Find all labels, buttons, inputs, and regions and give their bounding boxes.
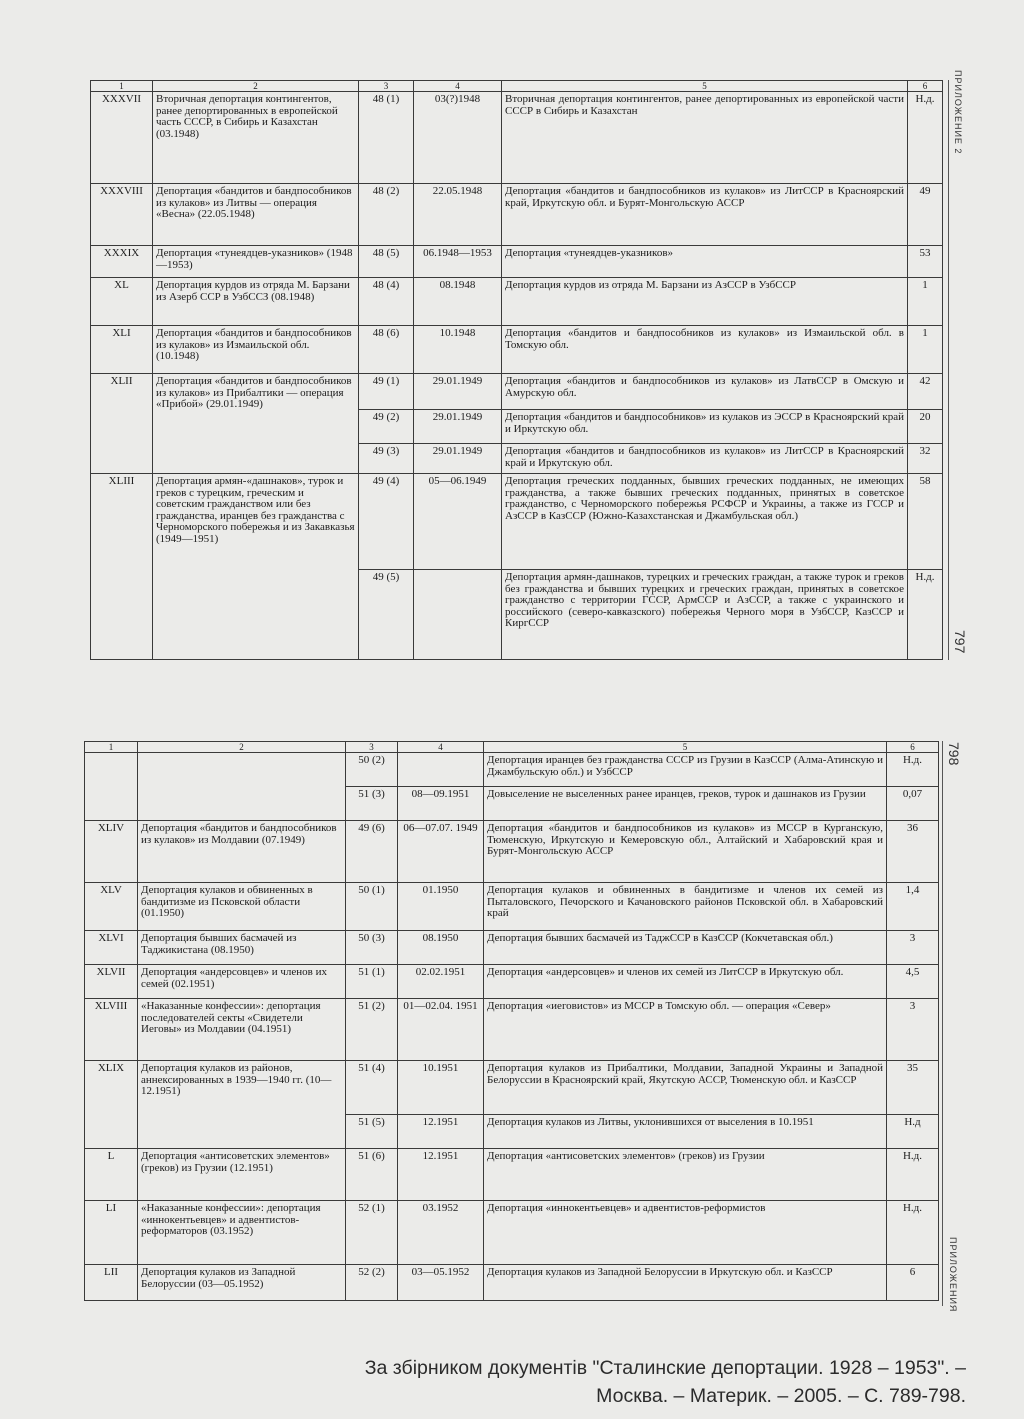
table-row <box>85 999 939 1061</box>
operation-code: 51 (5) <box>346 1115 398 1149</box>
operation-description: Депортация бывших басмачей из ТаджССР в КазССР (Кокчетавская обл.) <box>484 931 887 965</box>
column-header: 2 <box>138 742 346 753</box>
deported-count: 1 <box>908 278 943 326</box>
operation-code: 49 (2) <box>359 410 414 444</box>
operation-name: Депортация армян-«дашнаков», турок и греков с турецким, греческим и советским гражданством или без гражданства, иранцев без гражданства с Черноморского побережья и из Закавказья (1949—1951) <box>153 474 359 660</box>
operation-code: 49 (5) <box>359 570 414 660</box>
operation-description: Депортация «андерсовцев» и членов их семей из ЛитССР в Иркутскую обл. <box>484 965 887 999</box>
table-row <box>85 753 939 787</box>
roman-number: XLIX <box>85 1061 138 1149</box>
operation-code: 49 (4) <box>359 474 414 570</box>
operation-date: 22.05.1948 <box>414 184 502 246</box>
table-row <box>85 1061 939 1115</box>
roman-number: LI <box>85 1201 138 1265</box>
column-header: 2 <box>153 81 359 92</box>
operation-code: 51 (2) <box>346 999 398 1061</box>
roman-number: XLVIII <box>85 999 138 1061</box>
operation-code: 51 (6) <box>346 1149 398 1201</box>
deported-count: 1 <box>908 326 943 374</box>
operation-name: «Наказанные конфессии»: депортация последователей секты «Свидетели Иеговы» из Молдавии (04.1951) <box>138 999 346 1061</box>
operation-name: Депортация курдов из отряда М. Барзани из Азерб ССР в УзбССЗ (08.1948) <box>153 278 359 326</box>
operation-description: Депортация «тунеядцев-указников» <box>502 246 908 278</box>
operation-name: Депортация «бандитов и бандпособников из кулаков» из Литвы — операция «Весна» (22.05.1948) <box>153 184 359 246</box>
deported-count: Н.д. <box>908 92 943 184</box>
deported-count: 3 <box>887 931 939 965</box>
operation-description: Депортация кулаков из Литвы, уклонившихся от выселения в 10.1951 <box>484 1115 887 1149</box>
operation-name: Депортация кулаков из Западной Белоруссии (03—05.1952) <box>138 1265 346 1301</box>
operation-date <box>414 570 502 660</box>
operation-description: Депортация кулаков и обвиненных в бандитизме и членов их семей из Пыталовского, Печорского и Качановского районов Псковской обл. в Хабаровский край <box>484 883 887 931</box>
roman-number: XXXIX <box>91 246 153 278</box>
operation-description: Депортация «антисоветских элементов» (греков) из Грузии <box>484 1149 887 1201</box>
appendix-side-label: ПРИЛОЖЕНИЕ 2 <box>953 70 963 155</box>
roman-number: XLV <box>85 883 138 931</box>
operation-date: 03.1952 <box>398 1201 484 1265</box>
deportation-table-page-798 <box>84 741 939 1301</box>
operation-code: 51 (1) <box>346 965 398 999</box>
deported-count: Н.д. <box>887 1201 939 1265</box>
operation-description: Депортация кулаков из Прибалтики, Молдавии, Западной Украины и Западной Белоруссии в Красноярский край, Якутскую АССР, Тюменскую обл. и КазССР <box>484 1061 887 1115</box>
operation-date: 08—09.1951 <box>398 787 484 821</box>
operation-name: «Наказанные конфессии»: депортация «иннокентьевцев» и адвентистов-реформаторов (03.1952) <box>138 1201 346 1265</box>
operation-date <box>398 753 484 787</box>
operation-code: 50 (2) <box>346 753 398 787</box>
operation-description: Депортация «бандитов и бандпособников» из кулаков из ЭССР в Красноярский край и Иркутскую обл. <box>502 410 908 444</box>
deported-count: Н.д. <box>887 753 939 787</box>
margin-rule <box>942 741 943 1306</box>
table-header-row <box>91 81 943 92</box>
operation-description: Депортация «бандитов и бандпособников из кулаков» из МССР в Курганскую, Тюменскую, Иркутскую и Кемеровскую обл., Алтайский и Хабаровский края и Бурят-Монгольскую АССР <box>484 821 887 883</box>
roman-number: XLVII <box>85 965 138 999</box>
table-row <box>91 374 943 410</box>
operation-name: Депортация «бандитов и бандпособников из кулаков» из Измаильской обл. (10.1948) <box>153 326 359 374</box>
column-header: 1 <box>91 81 153 92</box>
roman-number: XLIII <box>91 474 153 660</box>
operation-date: 29.01.1949 <box>414 374 502 410</box>
source-caption-line-2: Москва. – Материк. – 2005. – С. 789-798. <box>596 1385 966 1407</box>
roman-number <box>85 753 138 821</box>
page-number: 797 <box>952 630 968 654</box>
operation-code: 52 (1) <box>346 1201 398 1265</box>
column-header: 4 <box>398 742 484 753</box>
roman-number: XXXVIII <box>91 184 153 246</box>
table-row <box>85 1201 939 1265</box>
roman-number: XLVI <box>85 931 138 965</box>
operation-date: 02.02.1951 <box>398 965 484 999</box>
column-header: 3 <box>346 742 398 753</box>
operation-code: 52 (2) <box>346 1265 398 1301</box>
operation-code: 48 (5) <box>359 246 414 278</box>
operation-code: 50 (1) <box>346 883 398 931</box>
table-row <box>85 1265 939 1301</box>
operation-date: 12.1951 <box>398 1149 484 1201</box>
deported-count: 35 <box>887 1061 939 1115</box>
table-row <box>85 965 939 999</box>
operation-date: 08.1950 <box>398 931 484 965</box>
operation-date: 29.01.1949 <box>414 444 502 474</box>
operation-name: Вторичная депортация контингентов, ранее депортированных в европейской часть СССР, в Сибирь и Казахстан (03.1948) <box>153 92 359 184</box>
operation-date: 12.1951 <box>398 1115 484 1149</box>
deported-count: 6 <box>887 1265 939 1301</box>
column-header: 6 <box>908 81 943 92</box>
operation-name: Депортация «бандитов и бандпособников из кулаков» из Молдавии (07.1949) <box>138 821 346 883</box>
appendix-side-label: ПРИЛОЖЕНИЯ <box>948 1237 958 1313</box>
operation-date: 10.1948 <box>414 326 502 374</box>
column-header: 5 <box>502 81 908 92</box>
margin-rule <box>948 80 949 660</box>
operation-name: Депортация бывших басмачей из Таджикистана (08.1950) <box>138 931 346 965</box>
deported-count: 53 <box>908 246 943 278</box>
operation-description: Депортация курдов из отряда М. Барзани из АзССР в УзбССР <box>502 278 908 326</box>
roman-number: XLIV <box>85 821 138 883</box>
table-row <box>85 1149 939 1201</box>
operation-description: Депортация кулаков из Западной Белоруссии в Иркутскую обл. и КазССР <box>484 1265 887 1301</box>
operation-description: Депортация «бандитов и бандпособников из кулаков» из ЛитССР в Красноярский край, Иркутскую обл. и Бурят-Монгольскую АССР <box>502 184 908 246</box>
operation-description: Вторичная депортация контингентов, ранее депортированных из европейской части СССР в Сибирь и Казахстан <box>502 92 908 184</box>
operation-code: 48 (2) <box>359 184 414 246</box>
table-row <box>91 246 943 278</box>
deported-count: 36 <box>887 821 939 883</box>
operation-code: 49 (3) <box>359 444 414 474</box>
operation-code: 51 (3) <box>346 787 398 821</box>
deported-count: 4,5 <box>887 965 939 999</box>
operation-date: 03(?)1948 <box>414 92 502 184</box>
operation-date: 08.1948 <box>414 278 502 326</box>
table-row <box>85 883 939 931</box>
operation-description: Депортация «иеговистов» из МССР в Томскую обл. — операция «Север» <box>484 999 887 1061</box>
page-number: 798 <box>946 742 962 766</box>
operation-name: Депортация «бандитов и бандпособников из кулаков» из Прибалтики — операция «Прибой» (29.01.1949) <box>153 374 359 474</box>
table-row <box>85 821 939 883</box>
operation-date: 01.1950 <box>398 883 484 931</box>
operation-description: Довыселение не выселенных ранее иранцев, греков, турок и дашнаков из Грузии <box>484 787 887 821</box>
operation-description: Депортация «бандитов и бандпособников из кулаков» из ЛатвССР в Омскую и Амурскую обл. <box>502 374 908 410</box>
deported-count: 1,4 <box>887 883 939 931</box>
roman-number: LII <box>85 1265 138 1301</box>
column-header: 3 <box>359 81 414 92</box>
deportation-table-page-797 <box>90 80 943 660</box>
column-header: 4 <box>414 81 502 92</box>
operation-date: 10.1951 <box>398 1061 484 1115</box>
table-row <box>91 326 943 374</box>
operation-description: Депортация «иннокентьевцев» и адвентистов-реформистов <box>484 1201 887 1265</box>
deported-count: 20 <box>908 410 943 444</box>
operation-date: 06—07.07. 1949 <box>398 821 484 883</box>
roman-number: XL <box>91 278 153 326</box>
table-row <box>85 931 939 965</box>
column-header: 6 <box>887 742 939 753</box>
roman-number: L <box>85 1149 138 1201</box>
operation-name <box>138 753 346 821</box>
operation-code: 50 (3) <box>346 931 398 965</box>
roman-number: XLII <box>91 374 153 474</box>
column-header: 5 <box>484 742 887 753</box>
operation-description: Депортация «бандитов и бандпособников из кулаков» из ЛитССР в Красноярский край и Иркутскую обл. <box>502 444 908 474</box>
deported-count: 49 <box>908 184 943 246</box>
operation-date: 29.01.1949 <box>414 410 502 444</box>
operation-name: Депортация кулаков и обвиненных в бандитизме из Псковской области (01.1950) <box>138 883 346 931</box>
operation-code: 48 (6) <box>359 326 414 374</box>
roman-number: XLI <box>91 326 153 374</box>
operation-name: Депортация «антисоветских элементов» (греков) из Грузии (12.1951) <box>138 1149 346 1201</box>
operation-code: 49 (1) <box>359 374 414 410</box>
operation-description: Депортация греческих подданных, бывших греческих подданных, не имеющих гражданства, а также бывших греческих подданных, принятых в советское гражданство, с Черноморского побережья РСФСР и Украины, а также из ГССР и АзССР в КазССР (Южно-Казахстанская и Джамбульская обл.) <box>502 474 908 570</box>
deported-count: 3 <box>887 999 939 1061</box>
table-header-row <box>85 742 939 753</box>
table-row <box>91 474 943 570</box>
operation-date: 03—05.1952 <box>398 1265 484 1301</box>
deported-count: 0,07 <box>887 787 939 821</box>
operation-date: 06.1948—1953 <box>414 246 502 278</box>
deported-count: Н.д. <box>887 1149 939 1201</box>
deported-count: Н.д. <box>908 570 943 660</box>
operation-code: 48 (1) <box>359 92 414 184</box>
table-row <box>91 184 943 246</box>
deported-count: 32 <box>908 444 943 474</box>
deported-count: 42 <box>908 374 943 410</box>
roman-number: XXXVII <box>91 92 153 184</box>
operation-description: Депортация иранцев без гражданства СССР из Грузии в КазССР (Алма-Атинскую и Джамбульскую обл.) и УзбССР <box>484 753 887 787</box>
operation-description: Депортация армян-дашнаков, турецких и греческих граждан, а также турок и греков без гражданства и бывших турецких и греческих граждан, принятых в советское гражданство с территории ГССР, АрмССР и АзССР, а также с украинского и российского (северо-кавказского) побережья Черного моря в УзбССР, КазССР и КиргССР <box>502 570 908 660</box>
operation-name: Депортация «тунеядцев-указников» (1948—1953) <box>153 246 359 278</box>
table-row <box>91 278 943 326</box>
operation-code: 51 (4) <box>346 1061 398 1115</box>
deported-count: Н.д <box>887 1115 939 1149</box>
column-header: 1 <box>85 742 138 753</box>
table-row <box>91 92 943 184</box>
operation-description: Депортация «бандитов и бандпособников из кулаков» из Измаильской обл. в Томскую обл. <box>502 326 908 374</box>
deported-count: 58 <box>908 474 943 570</box>
operation-code: 48 (4) <box>359 278 414 326</box>
source-caption-line-1: За збірником документів "Сталинские депортации. 1928 – 1953". – <box>364 1357 966 1379</box>
operation-date: 01—02.04. 1951 <box>398 999 484 1061</box>
operation-name: Депортация «андерсовцев» и членов их семей (02.1951) <box>138 965 346 999</box>
operation-name: Депортация кулаков из районов, аннексированных в 1939—1940 гг. (10—12.1951) <box>138 1061 346 1149</box>
operation-code: 49 (6) <box>346 821 398 883</box>
operation-date: 05—06.1949 <box>414 474 502 570</box>
